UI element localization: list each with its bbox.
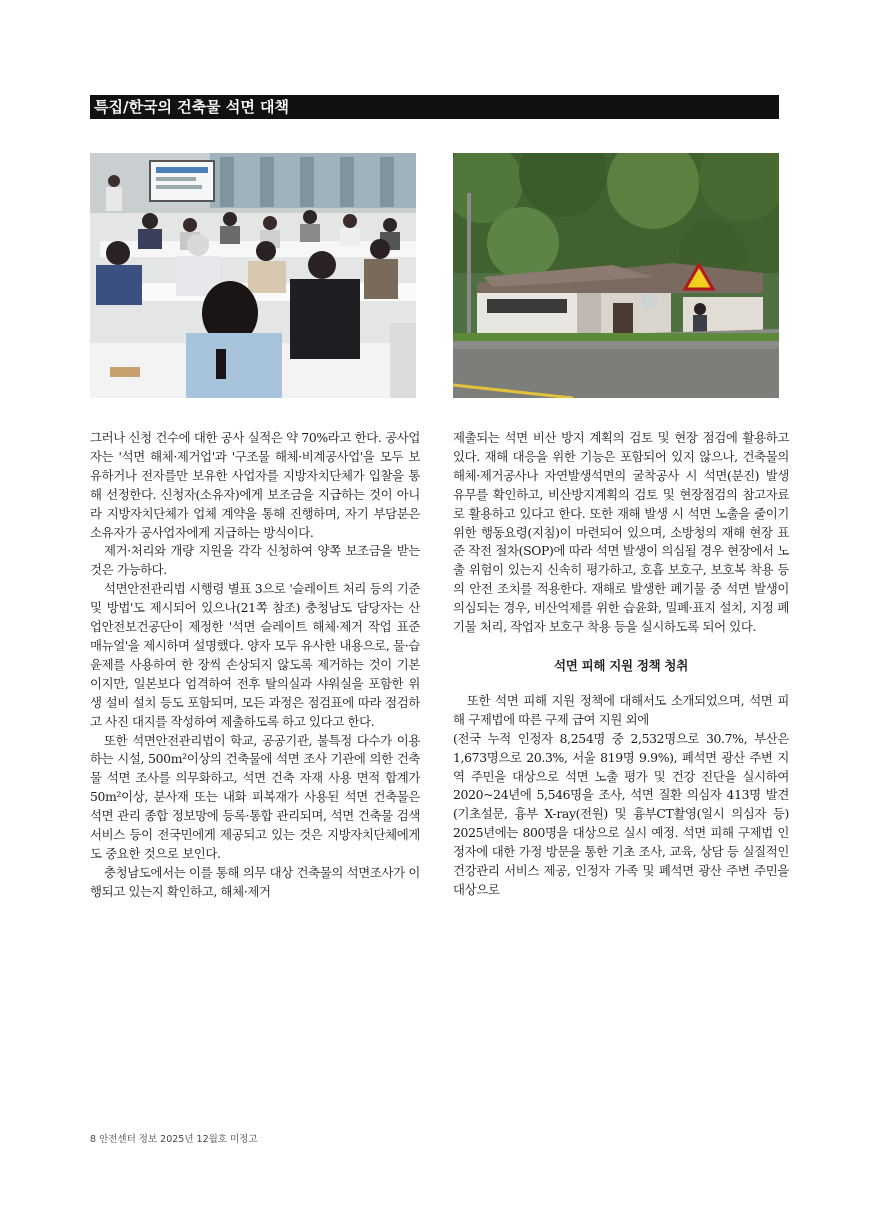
building-inspection-photo [453,153,779,398]
seminar-photo [90,153,416,398]
section-title: 특집/한국의 건축물 석면 대책 [94,98,290,116]
paragraph: 제거·처리와 개량 지원을 각각 신청하여 양쪽 보조금을 받는 것은 가능하다. [90,543,420,578]
page-footer: 8 안전센터 정보 2025년 12월호 미정고 [90,1134,258,1145]
paragraph: 또한 석면안전관리법이 학교, 공공기관, 불특정 다수가 이용하는 시설, 500m²이상의 건축물에 석면 조사 기관에 의한 건축물 석면 조사를 의무화하고, 석면 건축 자재 사용 면적 합계가 50m²이상, 분사재 또는 내화 피복재가 사용된 석면 건축물은 석면 관리 종합 정보망에 등록·통합 관리되며, 석면 건축물 검색 서비스 등이 전국민에게 제공되고 있는 것은 지방자치단체에게도 중요한 것으로 보인다. [90,732,420,861]
seminar-photo-icon [90,153,416,398]
building-inspection-photo-icon [453,153,779,398]
paragraph: (전국 누적 인정자 8,254명 중 2,532명으로 30.7%, 부산은 1,673명으로 20.3%, 서울 819명 9.9%), 폐석면 광산 주변 지역 주민을 대상으로 석면 노출 평가 및 건강 진단을 실시하여 2020~24년에 5,546명을 조사, 석면 질환 의심자 413명 발견(기초설문, 흉부 X-ray(전원) 및 흉부CT촬영(일시 의심자 등) 2025년에는 800명을 대상으로 실시 예정. 석면 피해 구제법 인정자에 대한 가정 방문을 통한 기초 조사, 교육, 상담 등 실질적인 건강관리 서비스 제공, 인정자 가족 및 폐석면 광산 주변 주민을 대상으로 [453,730,789,897]
text-column-left [90,429,420,902]
paragraph: 제출되는 석면 비산 방지 계획의 검토 및 현장 점검에 활용하고 있다. 재해 대응을 위한 기능은 포함되어 있지 않으나, 건축물의 해체·제거공사나 자연발생석면의 굴착공사 시 석면(분진) 발생 유무를 확인하고, 비산방지계획의 검토 및 현장점검의 참고자료로 활용하고 있다고 한다. 또한 재해 발생 시 석면 노출을 줄이기 위한 행동요령(지침)이 마련되어 있으며, 소방청의 재해 현장 표준 작전 절차(SOP)에 따라 석면 발생이 의심될 경우 현장에서 노출 위험이 있는지 신속히 평가하고, 호흡 보호구, 보호복 착용 등의 안전 조치를 적용한다. 재해로 발생한 폐기물 중 석면 발생이 의심되는 경우, 비산억제를 위한 습윤화, 밀폐·표지 설치, 지정 폐기물 처리, 작업자 보호구 착용 등을 실시하도록 되어 있다. [453,430,789,635]
section-banner [90,95,779,119]
paragraph: 석면안전관리법 시행령 별표 3으로 '슬레이트 처리 등의 기준 및 방법'도 제시되어 있으나(21쪽 참조) 충청남도 담당자는 산업안전보건공단이 제정한 '석면 슬레이트 해체·제거 작업 표준 매뉴얼'을 제시하며 설명했다. 양자 모두 유사한 내용으로, 물·습윤제를 사용하여 한 장씩 손상되지 않도록 제거하는 것이 기본이지만, 일본보다 엄격하여 전후 탈의실과 샤워실을 포함한 위생 설비 설치 등도 포함되며, 모든 과정은 점검표에 따라 점검하고 사진 대지를 작성하여 제출하도록 하고 있다고 한다. [90,581,420,729]
paragraph: 그러나 신청 건수에 대한 공사 실적은 약 70%라고 한다. 공사업자는 '석면 해체·제거업'과 '구조물 해체·비계공사업'을 모두 보유하거나 전자를만 보유한 사업자를 지방자치단체가 입찰을 통해 선정한다. 신청자(소유자)에게 보조금을 지급하는 것이 아니라 지방자치단체가 업체 계약을 통해 진행하며, 자기 부담분은 소유자가 공사업자에게 지급하는 방식이다. [90,430,420,540]
paragraph: 충청남도에서는 이를 통해 의무 대상 건축물의 석면조사가 이행되고 있는지 확인하고, 해체·제거 [90,864,420,899]
section-subheading: 석면 피해 지원 정책 청취 [554,657,688,673]
text-column-right [453,429,789,900]
paragraph: 또한 석면 피해 지원 정책에 대해서도 소개되었으며, 석면 피해 구제법에 따른 구제 급여 지원 외에 [453,692,789,727]
